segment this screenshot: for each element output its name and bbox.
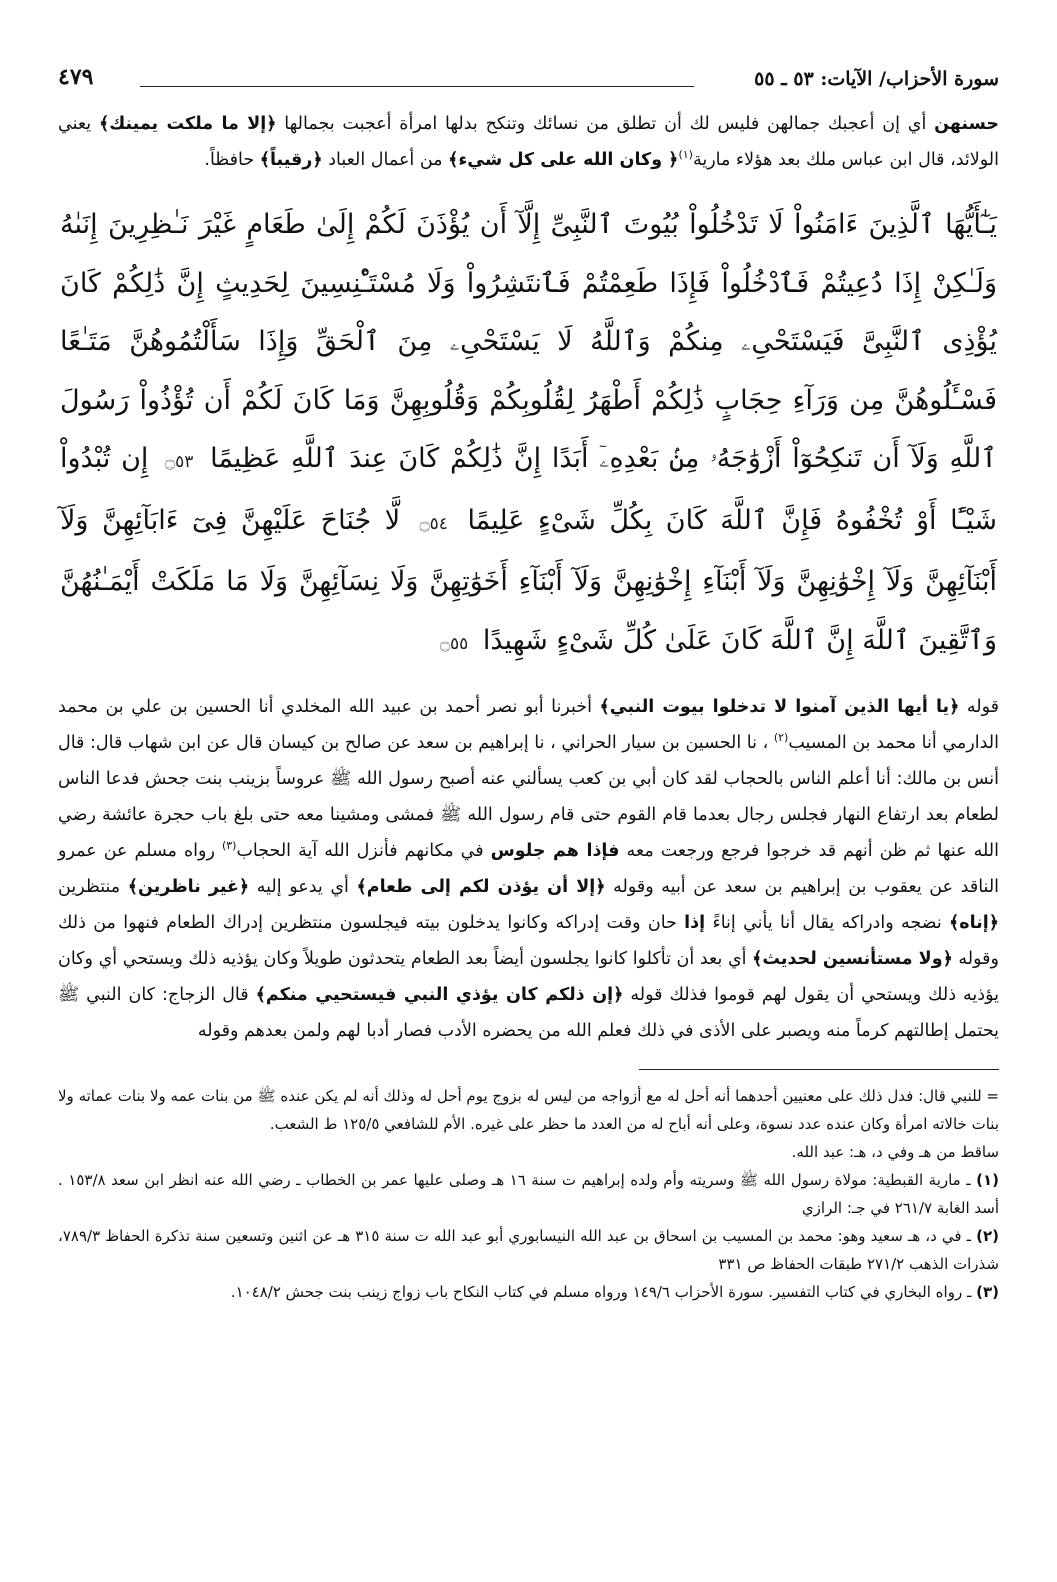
- page-header: [58, 56, 999, 100]
- quran-quote: ﴿يا أيها الذين آمنوا لا تدخلوا بيوت النبي﴾: [599, 697, 960, 717]
- text-span: ، نا الحسين بن سيار الحراني ، نا إبراهيم بن سعد عن صالح بن كيسان قال عن ابن شهاب قال: قال أنس بن مالك: أنا أعلم الناس بالحجاب لقد كان أبي بن كعب يسألني عنه أصبح رسول الله ﷺ عروساً بزينب بنت جحش فدعا الناس لطعام بعد ارتفاع النهار فجلس رجال بعدما قام القوم حتى قام رسول الله ﷺ فمشى ومشينا معه حتى بلغ باب حجرة عائشة رضي الله عنها ثم ظن أنهم قد خرجوا فرجع ورجعت معه: [58, 733, 999, 861]
- commentary-paragraph: [58, 689, 999, 1049]
- quran-quote: ﴿إلا ما ملكت يمينك﴾: [98, 114, 277, 134]
- footnote-2: [58, 1222, 999, 1278]
- quran-quote: ﴿إلا أن يؤذن لكم إلى طعام﴾: [356, 877, 606, 897]
- quran-quote: ﴿ وكان الله على كل شيء﴾: [448, 150, 679, 170]
- text-span: قال الزجاج: كان النبي ﷺ يحتمل إطالتهم كرماً منه ويصبر على الأذى في ذلك فعلم الله من يحضره الأدب فصار أدبا لهم ولمن بعدهم وقوله: [58, 985, 999, 1041]
- footnote-text: ـ رواه البخاري في كتاب التفسير. سورة الأحزاب ١٤٩/٦ ورواه مسلم في كتاب النكاح باب زواج زينب بنت جحش ١٠٤٨/٢.: [230, 1283, 977, 1301]
- verse-53: يَـٰٓأَيُّهَا ٱلَّذِينَ ءَامَنُواْ لَا تَدْخُلُواْ بُيُوتَ ٱلنَّبِىِّ إِلَّآ أَن يُؤْذَنَ لَكُمْ إِلَىٰ طَعَامٍ غَيْرَ نَـٰظِرِينَ إِنَىٰهُ وَلَـٰكِنْ إِذَا دُعِيتُمْ فَٱدْخُلُواْ فَإِذَا طَعِمْتُمْ فَٱنتَشِرُواْ وَلَا مُسْتَـْٔنِسِينَ لِحَدِيثٍ إِنَّ ذَٰلِكُمْ كَانَ يُؤْذِى ٱلنَّبِىَّ فَيَسْتَحْىِۦ مِنكُمْ وَٱللَّهُ لَا يَسْتَحْىِۦ مِنَ ٱلْحَقِّ وَإِذَا سَأَلْتُمُوهُنَّ مَتَـٰعًا فَسْـَٔلُوهُنَّ مِن وَرَآءِ حِجَابٍ ذَٰلِكُمْ أَطْهَرُ لِقُلُوبِكُمْ وَقُلُوبِهِنَّ وَمَا كَانَ لَكُمْ أَن تُؤْذُواْ رَسُولَ ٱللَّهِ وَلَآ أَن تَنكِحُوٓاْ أَزْوَٰجَهُۥ مِنۢ بَعْدِهِۦٓ أَبَدًا إِنَّ ذَٰلِكُمْ كَانَ عِندَ ٱللَّهِ عَظِيمًا: [60, 209, 998, 474]
- text-span: أي بعد أن تأكلوا كانوا يجلسون أيضاً بعد الطعام يتحدثون طويلاً وكان يؤذيه ذلك ويستحي أي وكان يؤذيه ذلك ويستحي أن يقول لهم قوموا فذلك قوله: [58, 949, 999, 1005]
- ayah-number-55: ۝٥٥: [440, 633, 469, 654]
- text-span: أي إن أعجبك جمالهن فليس لك أن تطلق من نسائك وتنكح بدلها امرأة أعجبت بجمالها: [276, 114, 935, 134]
- text-span: أي يدعو إليه: [249, 877, 357, 897]
- bold-phrase: إذا: [684, 913, 706, 933]
- verse-54: إِن تُبْدُواْ شَيْـًٔا أَوْ تُخْفُوهُ فَإِنَّ ٱللَّهَ كَانَ بِكُلِّ شَىْءٍ عَلِيمًا: [60, 443, 997, 536]
- quran-quote: ﴿رقيباً﴾: [259, 150, 323, 170]
- verse-55: لَّا جُنَاحَ عَلَيْهِنَّ فِىٓ ءَابَآئِهِنَّ وَلَآ أَبْنَآئِهِنَّ وَلَآ إِخْوَٰنِهِنَّ وَلَآ أَبْنَآءِ إِخْوَٰنِهِنَّ وَلَآ أَبْنَآءِ أَخَوَٰتِهِنَّ وَلَا نِسَآئِهِنَّ وَلَا مَا مَلَكَتْ أَيْمَـٰنُهُنَّ وَٱتَّقِينَ ٱللَّهَ إِنَّ ٱللَّهَ كَانَ عَلَىٰ كُلِّ شَىْءٍ شَهِيدًا: [60, 504, 997, 656]
- text-span: من أعمال العباد: [322, 150, 449, 170]
- quran-verse-block: [58, 196, 999, 673]
- quran-quote: ﴿غير ناظرين﴾: [127, 877, 250, 897]
- footnote-continuation: = للنبي قال: فدل ذلك على معنيين أحدهما أنه أحل له مع أزواجه من ليس له بزوج يوم أحل له وذلك أنه لم يكن عنده ﷺ من بنات عمه ولا بنات عماته ولا بنات خالاته امرأة وكان عنده عدد نسوة، وعلى أنه أباح له من العدد ما حظر على غيره. الأم للشافعي ١٢٥/٥ ط الشعب.: [58, 1087, 999, 1133]
- text-span: نضجه وادراكه يقال أنا يأني إناءً: [705, 913, 950, 933]
- text-span: حان وقت إدراكه وكانوا يدخلون بيته فيجلسون منتظرين إدراك الطعام فنهوا من ذلك وقوله: [58, 913, 1000, 969]
- quran-quote: ﴿إن ذلكم كان يؤذي النبي فيستحيي منكم﴾: [255, 985, 624, 1005]
- quran-quote: ﴿إناه﴾: [949, 913, 999, 933]
- footnote-number: (٢): [976, 1227, 1000, 1245]
- footnote-ref-1[interactable]: (١): [678, 148, 693, 162]
- ayah-number-54: ۝٥٤: [419, 513, 448, 534]
- footnote-1: [58, 1166, 999, 1222]
- text-span: قوله: [959, 697, 999, 717]
- footnote-ref-3[interactable]: (٣): [221, 839, 237, 853]
- footnote-ref-2[interactable]: (٢): [773, 731, 789, 745]
- page-number: ٤٧٩: [58, 64, 94, 90]
- running-title: سورة الأحزاب/ الآيات: ٥٣ ـ ٥٥: [754, 68, 999, 90]
- footnote-3: [58, 1278, 999, 1306]
- footnotes: [58, 1082, 999, 1306]
- footnote-continuation-2: ساقط من هـ وفي د، هـ: عبد الله.: [791, 1143, 999, 1161]
- text-span: منتظرين: [58, 877, 128, 897]
- text-span: في مكانهم فأنزل الله آية الحجاب: [236, 841, 491, 861]
- footnote-text: ـ في د، هـ سعيد وهو: محمد بن المسيب بن اسحاق بن عبد الله النيسابوري أبو عبد الله ت سنة ٣١٥ هـ عن اثنين وتسعين سنة تذكرة الحفاظ ٧٨٩/٣، شذرات الذهب ٢٧١/٢ طبقات الحفاظ ص ٣٣١: [58, 1227, 999, 1273]
- ayah-number-53: ۝٥٣: [165, 452, 194, 472]
- text-span: أخبرنا أبو نصر أحمد بن عبيد الله المخلدي أنا الحسين بن علي بن محمد الدارمي أنا محمد بن المسيب: [58, 697, 999, 753]
- quoted-word: حسنهن: [934, 114, 999, 134]
- footnote-text: ـ مارية القبطية: مولاة رسول الله ﷺ وسريته وأم ولده إبراهيم ت سنة ١٦ هـ وصلى عليها عمر بن الخطاب ـ رضي الله عنه انظر ابن سعد ١٥٣/٨ . أسد الغابة ٢٦١/٧ في جـ: الرازي: [58, 1171, 999, 1217]
- text-span: رواه مسلم عن عمرو الناقد عن يعقوب بن إبراهيم بن سعد عن أبيه وقوله: [58, 841, 1000, 897]
- header-rule: [140, 86, 694, 87]
- text-span: حافظاً.: [204, 150, 260, 170]
- text-span: يعني الولائد، قال ابن عباس ملك بعد هؤلاء مارية: [58, 114, 999, 170]
- intro-paragraph: [58, 106, 999, 178]
- footnote-separator: [639, 1069, 999, 1070]
- footnote-number: (١): [976, 1171, 999, 1189]
- quran-quote: ﴿ولا مستأنسين لحديث﴾: [752, 949, 953, 969]
- bold-phrase: فإذا هم جلوس: [490, 841, 620, 861]
- footnote-number: (٣): [976, 1283, 999, 1301]
